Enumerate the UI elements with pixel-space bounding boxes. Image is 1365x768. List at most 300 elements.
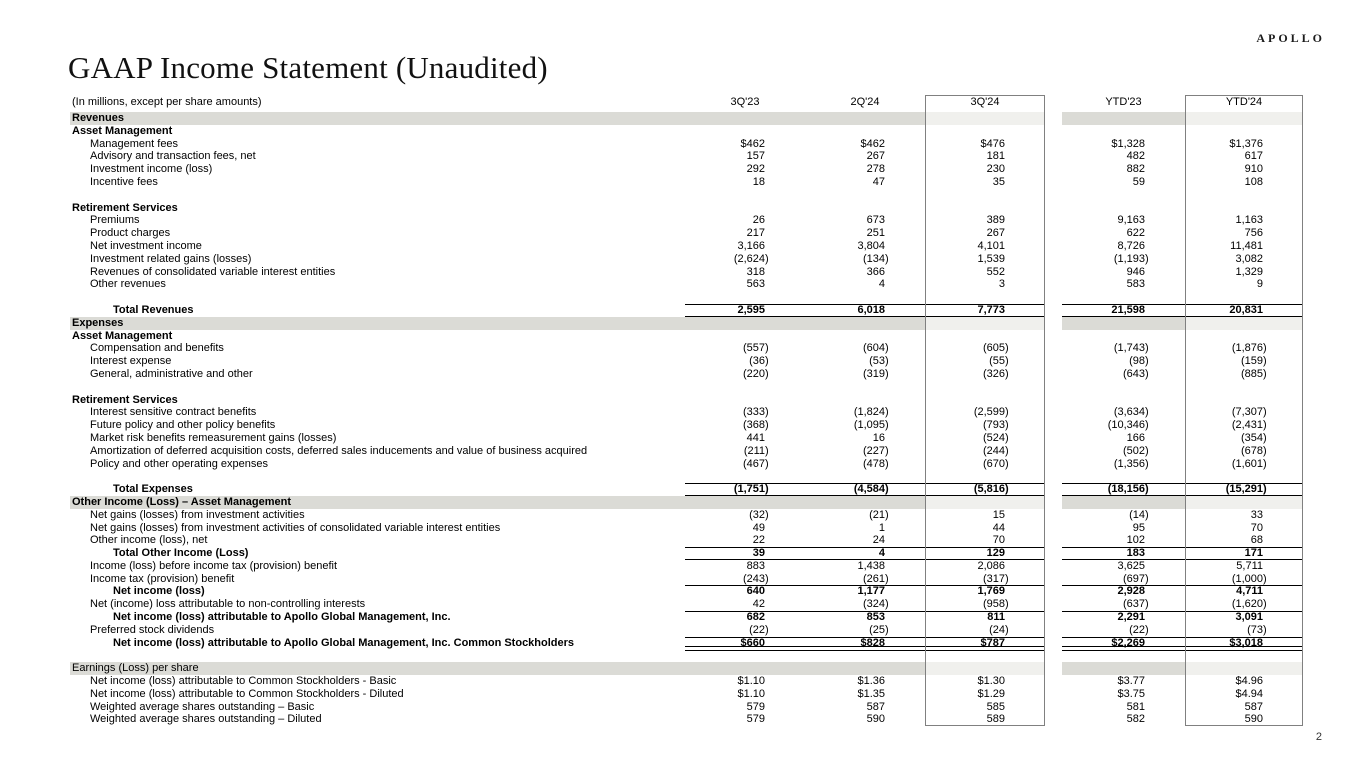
cell-value: 16 [872,431,885,444]
cell-value: (368) [743,419,769,432]
cell-value: 129 [986,547,1005,560]
cell-value [1185,189,1303,202]
ytd-values-group [1062,138,1303,151]
cell-value: 585 [986,700,1005,713]
column-gap [1045,675,1062,688]
table-row [70,688,1303,701]
ytd-values-group [1062,355,1303,368]
ytd-values-group [1062,509,1303,522]
quarterly-values-group [685,125,1045,138]
column-gap [1045,624,1062,637]
row-label: Other income (loss), net [90,534,208,547]
table-row [70,342,1303,355]
column-header: YTD'24 [1225,96,1263,108]
cell-value: (55) [989,355,1009,368]
quarterly-values-group [685,202,1045,215]
cell-value [685,470,805,483]
column-gap [1045,419,1062,432]
cell-value [1185,470,1303,483]
cell-value [1062,291,1185,304]
cell-value: 157 [746,150,765,163]
row-label: Investment income (loss) [90,163,213,176]
cell-value: 44 [992,521,1005,534]
cell-value: (227) [863,444,889,457]
row-label: Net income (loss) attributable to Apollo Global Management, Inc. [113,611,451,624]
table-row [70,522,1303,535]
cell-value [805,112,925,125]
ytd-values-group [1062,394,1303,407]
cell-value [1062,317,1185,330]
cell-value: (605) [983,342,1009,355]
column-gap [1045,496,1062,509]
row-label: Other Income (Loss) – Asset Management [70,496,685,509]
column-gap [1045,432,1062,445]
table-row [70,278,1303,291]
table-row [70,624,1303,637]
cell-value [925,330,1045,343]
cell-value: (333) [743,406,769,419]
row-label: Retirement Services [72,393,178,406]
cell-value: (1,356) [1113,457,1149,470]
cell-value: 673 [866,214,885,227]
unit-note: (In millions, except per share amounts) [72,96,262,108]
column-header: 3Q'24 [970,96,1000,108]
row-label: Compensation and benefits [90,342,224,355]
ytd-values-group [1062,112,1303,125]
cell-value: 581 [1126,700,1145,713]
cell-value: (670) [983,457,1009,470]
cell-value [805,189,925,202]
ytd-values-group [1062,522,1303,535]
ytd-values-group [1062,432,1303,445]
row-label: Net investment income [90,239,202,252]
cell-value: 2,291 [1117,611,1145,624]
row-label: Interest expense [90,355,172,368]
table-row [70,573,1303,586]
cell-value: 441 [746,431,765,444]
cell-value: 3 [998,278,1005,291]
table-row [70,598,1303,611]
cell-value [1062,189,1185,202]
table-row [70,138,1303,151]
cell-value: 251 [866,227,885,240]
column-gap [1045,534,1062,547]
table-row [70,432,1303,445]
row-label: Market risk benefits remeasurement gains (losses) [90,431,337,444]
row-label [70,291,685,304]
cell-value: 640 [746,585,765,598]
table-row [70,547,1303,560]
row-label: Policy and other operating expenses [90,457,268,470]
cell-value: 583 [1126,278,1145,291]
row-label [70,189,685,202]
table-row [70,611,1303,624]
cell-value: (4,584) [853,483,889,496]
cell-value: (324) [863,598,889,611]
cell-value: 181 [986,150,1005,163]
cell-value: (319) [863,367,889,380]
cell-value: $1.36 [857,675,885,688]
table-row [70,266,1303,279]
table-row [70,368,1303,381]
quarterly-values-group [685,95,1045,112]
cell-value: 70 [1250,521,1263,534]
cell-value [1185,649,1303,662]
cell-value: 1,438 [857,559,885,572]
cell-value [1185,662,1303,675]
cell-value [805,649,925,662]
cell-value: (678) [1241,444,1267,457]
cell-value [685,394,805,407]
cell-value: 1,163 [1235,214,1263,227]
cell-value [805,202,925,215]
cell-value: (220) [743,367,769,380]
table-row [70,509,1303,522]
cell-value: 20,831 [1229,303,1263,316]
column-gap [1045,355,1062,368]
ytd-values-group [1062,330,1303,343]
column-gap [1045,560,1062,573]
ytd-values-group [1062,406,1303,419]
table-row [70,112,1303,125]
ytd-values-group [1062,611,1303,624]
cell-value [685,112,805,125]
row-label: Other revenues [90,278,166,291]
cell-value: 482 [1126,150,1145,163]
row-label: Net income (loss) attributable to Common Stockholders - Basic [90,675,397,688]
table-row [70,419,1303,432]
table-row [70,445,1303,458]
cell-value: (478) [863,457,889,470]
cell-value: (73) [1247,623,1267,636]
cell-value: 910 [1244,163,1263,176]
cell-value: (159) [1241,355,1267,368]
ytd-values-group [1062,534,1303,547]
row-label: Revenues [70,112,685,125]
column-gap [1045,176,1062,189]
row-label: Net income (loss) [113,585,205,598]
column-gap [1045,112,1062,125]
column-gap [1045,509,1062,522]
row-label: Investment related gains (losses) [90,252,252,265]
cell-value: 6,018 [857,303,885,316]
ytd-values-group [1062,458,1303,471]
cell-value: (793) [983,419,1009,432]
ytd-values-group [1062,368,1303,381]
cell-value [685,291,805,304]
cell-value: 1,769 [977,585,1005,598]
cell-value: (10,346) [1107,419,1149,432]
column-gap [1045,266,1062,279]
cell-value: 579 [746,713,765,726]
cell-value: (98) [1129,355,1149,368]
column-gap [1045,649,1062,662]
column-gap [1045,585,1062,598]
cell-value [1185,317,1303,330]
column-gap [1045,406,1062,419]
row-label: Total Other Income (Loss) [113,547,249,560]
cell-value: 756 [1244,227,1263,240]
column-gap [1045,95,1062,112]
cell-value: 1,177 [857,585,885,598]
cell-value: 4,711 [1236,585,1263,598]
ytd-values-group [1062,240,1303,253]
ytd-values-group [1062,649,1303,662]
row-label: Retirement Services [72,201,178,214]
cell-value: (15,291) [1225,483,1267,496]
row-label [70,381,685,394]
column-gap [1045,458,1062,471]
cell-value [925,381,1045,394]
cell-value: (244) [983,444,1009,457]
ytd-values-group [1062,150,1303,163]
cell-value [685,189,805,202]
column-gap [1045,611,1062,624]
quarterly-values-group [685,176,1045,189]
cell-value: 22 [752,534,765,547]
cell-value: 1,329 [1235,265,1263,278]
table-row [70,496,1303,509]
quarterly-values-group [685,534,1045,547]
cell-value: (1,743) [1113,342,1149,355]
quarterly-values-group [685,483,1045,496]
cell-value: 366 [866,265,885,278]
quarterly-values-group [685,688,1045,701]
quarterly-values-group [685,573,1045,586]
cell-value: 267 [986,227,1005,240]
cell-value: (134) [863,252,889,265]
quarterly-values-group [685,304,1045,317]
table-row [70,227,1303,240]
cell-value: 2,928 [1117,585,1145,598]
cell-value: (243) [743,572,769,585]
row-label [70,470,685,483]
ytd-values-group [1062,470,1303,483]
cell-value: 582 [1126,713,1145,726]
cell-value: (53) [869,355,889,368]
table-row [70,637,1303,650]
row-label: Incentive fees [90,175,158,188]
cell-value: $660 [740,636,765,649]
cell-value: (1,193) [1113,252,1149,265]
cell-value: 3,625 [1117,559,1145,572]
column-gap [1045,688,1062,701]
table-row [70,662,1303,675]
quarterly-values-group [685,240,1045,253]
column-gap [1045,163,1062,176]
cell-value: (317) [983,572,1009,585]
table-row [70,330,1303,343]
cell-value: (643) [1123,367,1149,380]
cell-value: (32) [749,508,769,521]
cell-value [1185,496,1303,509]
cell-value [1062,330,1185,343]
column-gap [1045,637,1062,650]
cell-value: $3,018 [1229,636,1263,649]
cell-value: 49 [752,521,765,534]
cell-value: 21,598 [1111,303,1145,316]
quarterly-values-group [685,253,1045,266]
quarterly-values-group [685,189,1045,202]
cell-value: (1,751) [733,483,769,496]
ytd-values-group [1062,304,1303,317]
cell-value: (1,824) [853,406,889,419]
cell-value: 617 [1244,150,1263,163]
cell-value [685,649,805,662]
cell-value: (502) [1123,444,1149,457]
table-row [70,470,1303,483]
cell-value [805,496,925,509]
cell-value: $4.94 [1235,687,1263,700]
table-row [70,534,1303,547]
table-row [70,701,1303,714]
ytd-values-group [1062,214,1303,227]
table-row [70,560,1303,573]
row-label: Interest sensitive contract benefits [90,406,257,419]
quarterly-values-group [685,585,1045,598]
cell-value: 883 [746,559,765,572]
cell-value: 589 [986,713,1005,726]
page-number: 2 [1315,731,1322,743]
row-label: Asset Management [72,124,173,137]
quarterly-values-group [685,278,1045,291]
quarterly-values-group [685,509,1045,522]
cell-value [805,291,925,304]
row-label: Net gains (losses) from investment activities of consolidated variable interest entities [90,521,501,534]
cell-value: (885) [1241,367,1267,380]
column-gap [1045,125,1062,138]
ytd-values-group [1062,483,1303,496]
cell-value: 563 [746,278,765,291]
cell-value [1185,125,1303,138]
cell-value: $828 [860,636,885,649]
column-gap [1045,381,1062,394]
cell-value [685,317,805,330]
ytd-values-group [1062,496,1303,509]
quarterly-values-group [685,713,1045,726]
cell-value: (354) [1241,431,1267,444]
cell-value [1062,496,1185,509]
column-gap [1045,227,1062,240]
cell-value: $787 [980,636,1005,649]
row-label: Income tax (provision) benefit [90,572,235,585]
row-label: Advisory and transaction fees, net [90,150,256,163]
cell-value: (697) [1123,572,1149,585]
cell-value: 7,773 [977,303,1005,316]
column-gap [1045,150,1062,163]
cell-value: (524) [983,431,1009,444]
cell-value: (22) [749,623,769,636]
cell-value: (36) [749,355,769,368]
column-gap [1045,470,1062,483]
quarterly-values-group [685,112,1045,125]
quarterly-values-group [685,662,1045,675]
row-label: Total Expenses [113,483,193,496]
cell-value [805,381,925,394]
cell-value: 1 [878,521,885,534]
quarterly-values-group [685,560,1045,573]
cell-value [685,496,805,509]
table-row [70,713,1303,726]
cell-value [1185,330,1303,343]
cell-value: 68 [1250,534,1263,547]
ytd-values-group [1062,547,1303,560]
row-label: Asset Management [72,329,173,342]
column-gap [1045,202,1062,215]
column-gap [1045,483,1062,496]
cell-value [805,125,925,138]
cell-value: 622 [1126,227,1145,240]
column-gap [1045,138,1062,151]
table-row [70,458,1303,471]
cell-value [1062,470,1185,483]
row-label: Premiums [90,214,140,227]
cell-value: 26 [752,214,765,227]
cell-value: 682 [746,611,765,624]
table-row [70,189,1303,202]
cell-value [805,470,925,483]
table-row [70,381,1303,394]
column-gap [1045,253,1062,266]
ytd-values-group [1062,598,1303,611]
table-row [70,291,1303,304]
ytd-values-group [1062,227,1303,240]
cell-value: (637) [1123,598,1149,611]
cell-value: $1.35 [857,687,885,700]
ytd-values-group [1062,202,1303,215]
cell-value: $3.75 [1117,687,1145,700]
row-label: Net income (loss) attributable to Apollo Global Management, Inc. Common Stockholders [113,636,575,649]
cell-value: (14) [1129,508,1149,521]
quarterly-values-group [685,458,1045,471]
apollo-logo: APOLLO [1256,31,1325,45]
cell-value [1062,662,1185,675]
quarterly-values-group [685,419,1045,432]
ytd-values-group [1062,381,1303,394]
quarterly-values-group [685,266,1045,279]
cell-value: 171 [1244,547,1263,560]
table-row [70,163,1303,176]
row-label: Net (income) loss attributable to non-controlling interests [90,598,366,611]
table-row [70,253,1303,266]
cell-value: $4.96 [1235,675,1263,688]
cell-value: (18,156) [1107,483,1149,496]
ytd-values-group [1062,95,1303,112]
ytd-values-group [1062,253,1303,266]
quarterly-values-group [685,675,1045,688]
cell-value [1185,291,1303,304]
cell-value: (3,634) [1113,406,1149,419]
cell-value: 587 [866,700,885,713]
cell-value: 166 [1126,431,1145,444]
cell-value [685,202,805,215]
quarterly-values-group [685,368,1045,381]
cell-value [1062,202,1185,215]
column-gap [1045,278,1062,291]
column-gap [1045,342,1062,355]
cell-value [1185,112,1303,125]
quarterly-values-group [685,227,1045,240]
column-gap [1045,394,1062,407]
cell-value [685,125,805,138]
table-row [70,317,1303,330]
cell-value: (21) [869,508,889,521]
cell-value [1185,202,1303,215]
cell-value [1062,381,1185,394]
cell-value [805,662,925,675]
cell-value: $3.77 [1117,675,1145,688]
row-label: Product charges [90,227,171,240]
